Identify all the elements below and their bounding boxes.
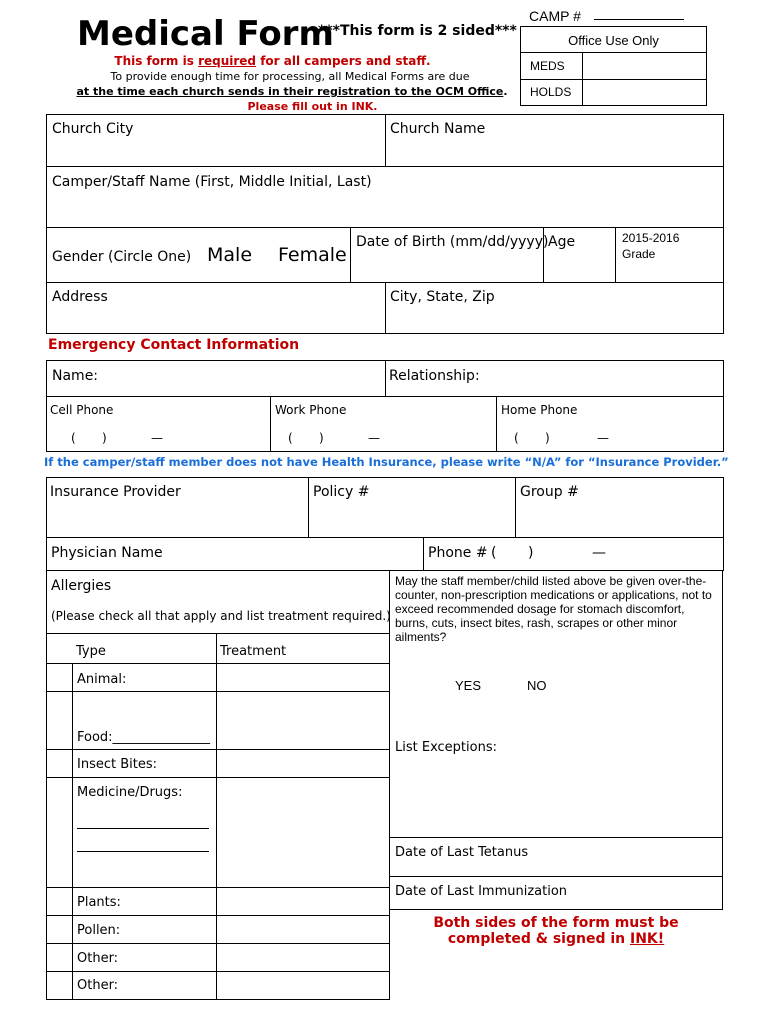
cell-paren-open: (: [71, 431, 76, 445]
consent-yes-option[interactable]: YES: [455, 678, 482, 693]
pollen-treatment-field[interactable]: [217, 916, 389, 943]
cell-dash: —: [151, 431, 163, 445]
allergy-food-label: Food:_______________: [77, 730, 211, 745]
gender-female-option[interactable]: Female: [278, 244, 347, 266]
cell-phone-label: Cell Phone: [50, 403, 114, 417]
footer-ink-word: INK!: [629, 931, 665, 947]
camper-name-label: Camper/Staff Name (First, Middle Initial, Last): [52, 174, 372, 190]
due-notice-period: .: [503, 85, 508, 98]
home-dash: —: [597, 431, 609, 445]
other1-checkbox[interactable]: [47, 944, 72, 971]
church-city-label: Church City: [52, 121, 134, 137]
work-dash: —: [368, 431, 380, 445]
home-paren-close: ): [545, 431, 550, 445]
relationship-label: Relationship:: [389, 368, 480, 384]
physician-dash: —: [592, 545, 606, 561]
allergy-type-header: Type: [76, 644, 106, 659]
grade-year: 2015-2016: [622, 231, 680, 245]
allergy-medicine-label: Medicine/Drugs:: [77, 785, 183, 800]
pollen-checkbox[interactable]: [47, 916, 72, 943]
home-phone-label: Home Phone: [501, 403, 578, 417]
animal-checkbox[interactable]: [47, 664, 72, 691]
church-name-label: Church Name: [390, 121, 486, 137]
two-sided-notice: ***This form is 2 sided***: [318, 23, 517, 39]
allergy-plants-label: Plants:: [77, 895, 121, 910]
camp-number-label: CAMP #: [529, 8, 581, 24]
allergy-animal-label: Animal:: [77, 672, 127, 687]
gender-label: Gender (Circle One): [52, 249, 192, 265]
exceptions-field[interactable]: [390, 760, 722, 836]
due-notice: [0, 85, 584, 98]
food-checkbox[interactable]: [47, 692, 72, 749]
footer-line-2-text: completed & signed in: [447, 931, 630, 947]
emergency-name-label: Name:: [52, 368, 99, 384]
consent-no-option[interactable]: NO: [527, 678, 547, 693]
ink-notice: Please fill out in INK.: [247, 100, 378, 113]
animal-treatment-field[interactable]: [217, 664, 389, 691]
gender-male-option[interactable]: Male: [207, 244, 253, 266]
home-paren-open: (: [514, 431, 519, 445]
footer-line-1: Both sides of the form must be: [433, 915, 679, 931]
allergies-instructions: (Please check all that apply and list treatment required.): [51, 609, 391, 623]
meds-field[interactable]: [583, 53, 706, 79]
immunization-label: Date of Last Immunization: [395, 884, 568, 899]
emergency-heading: Emergency Contact Information: [48, 337, 300, 353]
page-title: Medical Form: [77, 14, 334, 54]
allergy-other1-label: Other:: [77, 951, 119, 966]
insurance-provider-label: Insurance Provider: [50, 484, 181, 500]
medicine-blank-2[interactable]: [77, 851, 209, 852]
insurance-note: If the camper/staff member does not have Health Insurance, please write “N/A” for “Insurance Provider.”: [44, 455, 729, 469]
holds-label: HOLDS: [530, 85, 572, 99]
required-post: for all campers and staff.: [256, 54, 431, 68]
processing-notice: To provide enough time for processing, all Medical Forms are due: [110, 70, 470, 83]
work-paren-close: ): [319, 431, 324, 445]
grade-label: Grade: [622, 247, 656, 261]
medicine-checkbox[interactable]: [47, 778, 72, 887]
allergies-title: Allergies: [51, 578, 112, 594]
allergy-pollen-label: Pollen:: [77, 923, 121, 938]
other1-treatment-field[interactable]: [217, 944, 389, 971]
city-state-zip-label: City, State, Zip: [390, 289, 495, 305]
other2-treatment-field[interactable]: [217, 972, 389, 999]
medicine-blank-1[interactable]: [77, 828, 209, 829]
policy-label: Policy #: [313, 484, 370, 500]
work-phone-label: Work Phone: [275, 403, 347, 417]
physician-paren-close: ): [528, 545, 534, 561]
group-label: Group #: [520, 484, 579, 500]
footer-line-2: [389, 931, 723, 947]
physician-phone-label: Phone #: [428, 545, 488, 561]
allergy-treatment-header: Treatment: [220, 644, 287, 659]
tetanus-label: Date of Last Tetanus: [395, 845, 529, 860]
age-label: Age: [548, 234, 576, 250]
cell-paren-close: ): [102, 431, 107, 445]
other2-checkbox[interactable]: [47, 972, 72, 999]
plants-treatment-field[interactable]: [217, 888, 389, 915]
camp-number-field[interactable]: [594, 19, 684, 20]
required-notice: [0, 54, 545, 68]
plants-checkbox[interactable]: [47, 888, 72, 915]
holds-field[interactable]: [583, 80, 706, 105]
physician-paren-open: (: [491, 545, 497, 561]
work-paren-open: (: [288, 431, 293, 445]
meds-label: MEDS: [530, 59, 565, 73]
food-treatment-field[interactable]: [217, 692, 389, 749]
medicine-treatment-field[interactable]: [217, 778, 389, 887]
allergy-insect-label: Insect Bites:: [77, 757, 157, 772]
consent-question: May the staff member/child listed above be given over-the-counter, non-prescription medications or applications, not to exceed recommended dosage for stomach discomfort, burns, cuts, insect bites, rash, scrapes or other minor ailments?: [395, 574, 712, 644]
physician-name-label: Physician Name: [51, 545, 163, 561]
list-exceptions-label: List Exceptions:: [395, 740, 497, 755]
insect-treatment-field[interactable]: [217, 750, 389, 777]
required-pre: This form is: [114, 54, 199, 68]
insect-checkbox[interactable]: [47, 750, 72, 777]
required-word: required: [198, 54, 257, 68]
dob-label: Date of Birth (mm/dd/yyyy): [356, 234, 549, 250]
due-notice-text: at the time each church sends in their registration to the OCM Office: [76, 85, 504, 98]
office-use-title: Office Use Only: [568, 33, 659, 48]
allergy-other2-label: Other:: [77, 978, 119, 993]
address-label: Address: [52, 289, 108, 305]
